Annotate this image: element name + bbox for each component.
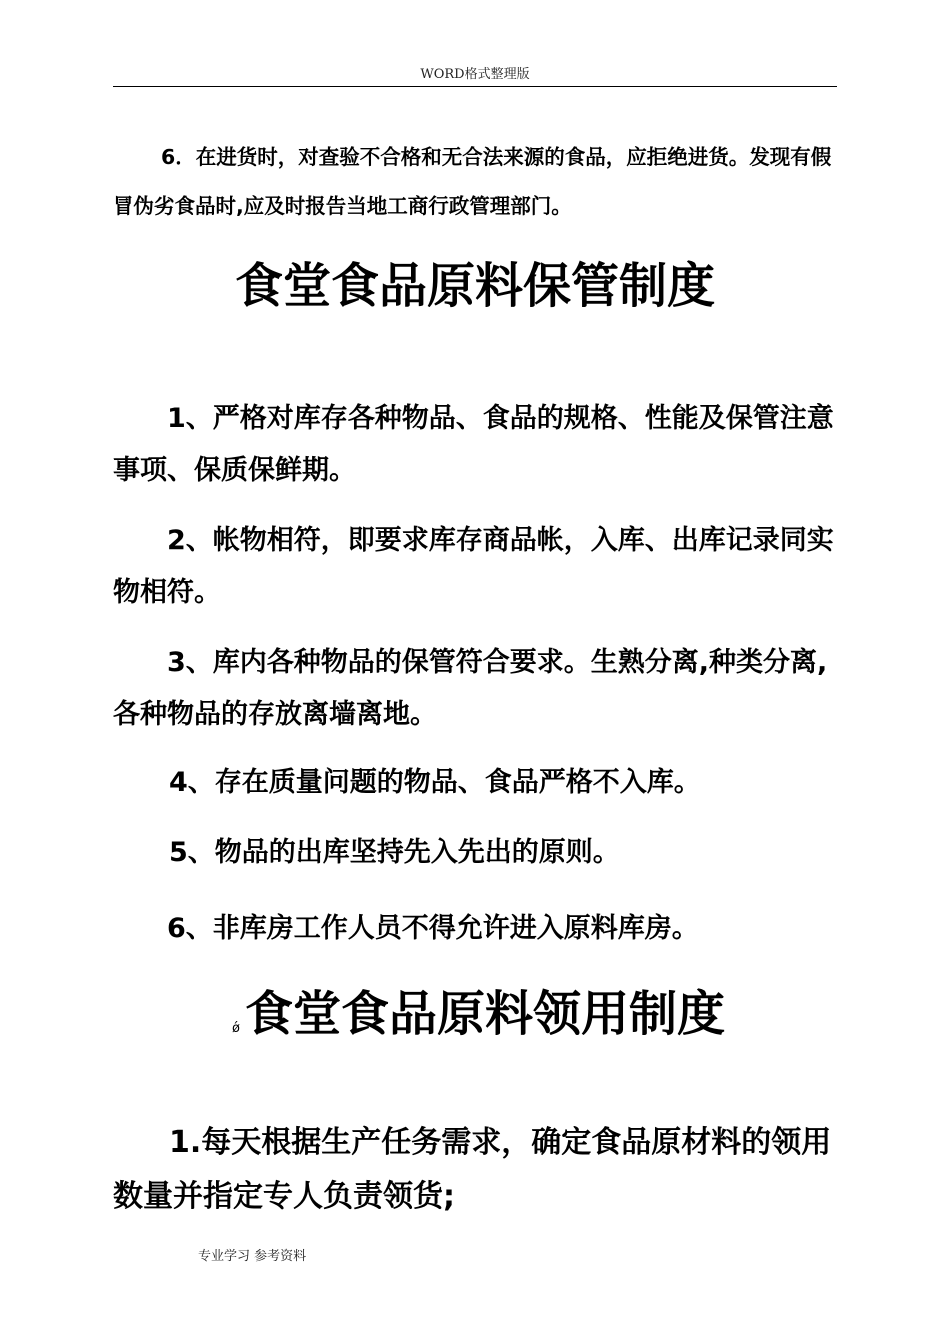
storage-rule-5: 5、物品的出库坚持先入先出的原则。 [169, 837, 620, 868]
page-footer: 专业学习 参考资料 [198, 1249, 307, 1264]
storage-rule-1: 1、严格对库存各种物品、食品的规格、性能及保管注意事项、保质保鲜期。 [113, 403, 834, 486]
storage-rule-4: 4、存在质量问题的物品、食品严格不入库。 [169, 767, 701, 798]
page-header: WORD格式整理版 [113, 66, 837, 87]
intro-paragraph: 6．在进货时，对查验不合格和无合法来源的食品，应拒绝进货。发现有假冒伪劣食品时,应及时报告当地工商行政管理部门。 [113, 145, 832, 218]
section-title-storage: 食堂食品原料保管制度 [234, 258, 715, 314]
section-title-requisition: 食堂食品原料领用制度 [244, 986, 725, 1042]
storage-rule-2: 2、帐物相符，即要求库存商品帐，入库、出库记录同实物相符。 [113, 525, 834, 608]
requisition-rule-1: 1.每天根据生产任务需求，确定食品原材料的领用数量并指定专人负责领货; [113, 1125, 832, 1214]
storage-rule-3: 3、库内各种物品的保管符合要求。生熟分离,种类分离,各种物品的存放离墙离地。 [113, 647, 828, 730]
storage-rule-6: 6、非库房工作人员不得允许进入原料库房。 [167, 913, 699, 944]
anchor-mark: ǿ [232, 1021, 240, 1036]
